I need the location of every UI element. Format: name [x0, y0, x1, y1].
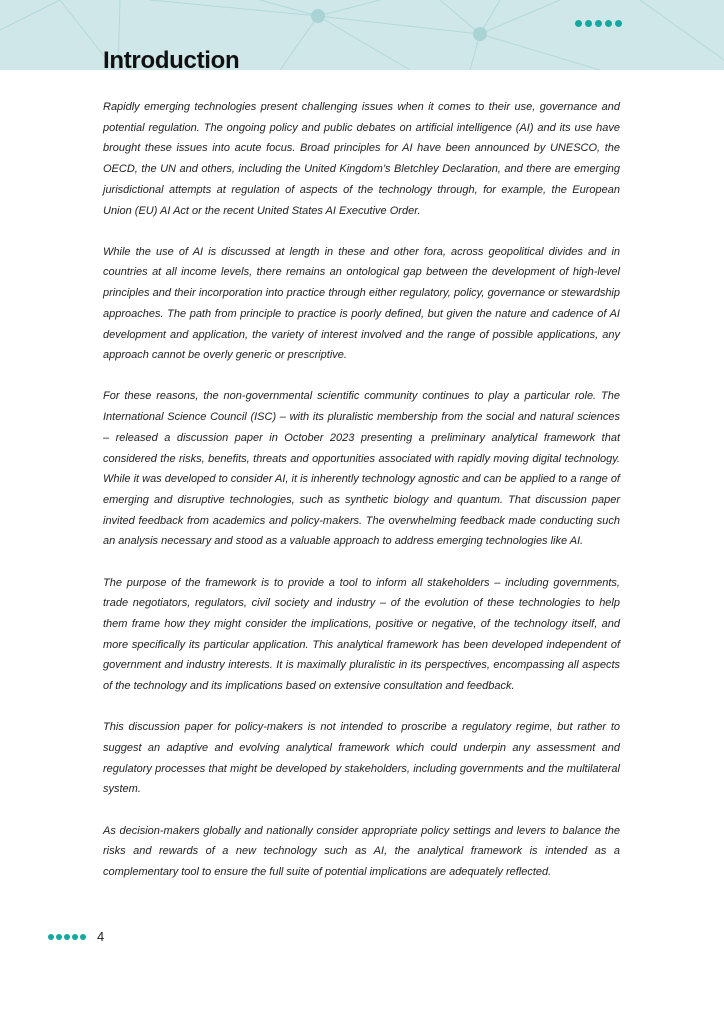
decoration-dot [605, 20, 612, 27]
paragraph: Rapidly emerging technologies present challenging issues when it comes to their use, governance and potential regulation. The ongoing policy and public debates on artificial intelligence (AI) and its use have brought these issues into acute focus. Broad principles for AI have been announced by UNESCO, the OECD, the UN and others, including the United Kingdom’s Bletchley Declaration, and there are emerging jurisdictional attempts at regulation of aspects of the technology through, for example, the European Union (EU) AI Act or the recent United States AI Executive Order. [103, 101, 620, 217]
decoration-dot [575, 20, 582, 27]
page-title: Introduction [103, 47, 240, 74]
page-footer [48, 929, 104, 944]
paragraph: As decision-makers globally and nationally consider appropriate policy settings and levers to balance the risks and rewards of a new technology such as AI, the analytical framework is intended as a complementary tool to ensure the full suite of potential implications are adequately reflected. [103, 824, 620, 878]
header-dots-decoration [575, 20, 622, 27]
decoration-dot [80, 934, 86, 940]
decoration-dot [615, 20, 622, 27]
paragraph: While the use of AI is discussed at length in these and other fora, across geopolitical divides and in countries at all income levels, there remains an ontological gap between the development of high-level principles and their incorporation into practice through either regulatory, policy, governance or stewardship approaches. The path from principle to practice is poorly defined, but given the nature and cadence of AI development and application, the variety of interest involved and the range of possible applications, any approach cannot be overly generic or prescriptive. [103, 245, 620, 362]
decoration-dot [48, 934, 54, 940]
decoration-dot [56, 934, 62, 940]
decoration-dot [595, 20, 602, 27]
paragraph: For these reasons, the non-governmental scientific community continues to play a particular role. The International Science Council (ISC) – with its pluralistic membership from the social and natural sciences – released a discussion paper in October 2023 presenting a preliminary analytical framework that considered the risks, benefits, threats and opportunities associated with rapidly moving digital technology. While it was developed to consider AI, it is inherently technology agnostic and can be applied to a range of emerging and disruptive technologies, such as synthetic biology and quantum. That discussion paper invited feedback from academics and policy-makers. The overwhelming feedback made conducting such an analysis necessary and stood as a valuable approach to address emerging technologies like AI. [103, 390, 620, 548]
paragraph: This discussion paper for policy-makers is not intended to proscribe a regulatory regime, but rather to suggest an adaptive and evolving analytical framework which could underpin any assessment and regulatory processes that might be developed by stakeholders, including governments and the multilateral system. [103, 721, 620, 796]
decoration-dot [72, 934, 78, 940]
decoration-dot [585, 20, 592, 27]
decoration-dot [64, 934, 70, 940]
paragraph: The purpose of the framework is to provide a tool to inform all stakeholders – including governments, trade negotiators, regulators, civil society and industry – of the evolution of these technologies to help them frame how they might consider the implications, positive or negative, of the technology itself, and more specifically its particular application. This analytical framework has been developed independent of government and industry interests. It is maximally pluralistic in its perspectives, encompassing all aspects of the technology and its implications based on extensive consultation and feedback. [103, 576, 620, 693]
body-text [103, 97, 620, 903]
footer-dots-decoration [48, 934, 86, 940]
page-number: 4 [97, 929, 105, 944]
